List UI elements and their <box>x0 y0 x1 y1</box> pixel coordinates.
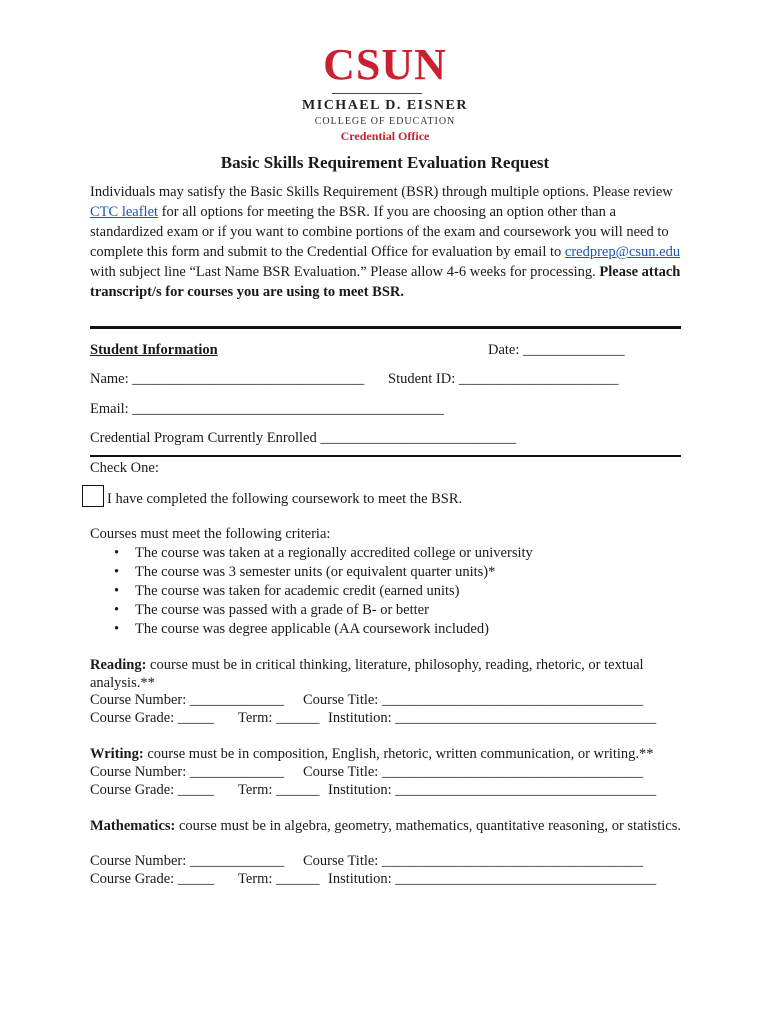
list-item: • The course was degree applicable (AA coursework included) <box>90 620 533 639</box>
writing-course-grade-field[interactable]: Course Grade: _____ <box>90 782 215 798</box>
writing-term-field[interactable]: Term: ______ <box>238 782 320 798</box>
math-desc: course must be in algebra, geometry, mathematics, quantitative reasoning, or statistics. <box>175 818 681 834</box>
email-link[interactable]: credprep@csun.edu <box>564 244 681 260</box>
math-label: Mathematics: <box>90 818 176 834</box>
credential-program-field[interactable]: Credential Program Currently Enrolled ___________________________ <box>90 430 517 446</box>
date-field[interactable]: Date: ______________ <box>488 342 625 358</box>
reading-desc: course must be in critical thinking, literature, philosophy, reading, rhetoric, or textual analysis.** <box>90 657 644 691</box>
list-item: • The course was passed with a grade of B- or better <box>90 601 533 620</box>
coursework-option-label: I have completed the following coursework to meet the BSR. <box>107 491 463 507</box>
reading-label: Reading: <box>90 657 147 673</box>
reading-course-title-field[interactable]: Course Title: ____________________________________ <box>303 692 643 708</box>
intro-text-1: Individuals may satisfy the Basic Skills Requirement (BSR) through multiple options. Please review <box>90 184 673 200</box>
math-institution-field[interactable]: Institution: ____________________________________ <box>328 871 657 887</box>
writing-course-number-field[interactable]: Course Number: _____________ <box>90 764 285 780</box>
intro-text-2: for all options for meeting the BSR. If you are choosing an option other than a standardized exam or if you want to combine portions of the exam and coursework you will need to complete this form and submit to the Credential Office for evaluation by email to <box>90 204 669 260</box>
list-item: • The course was taken for academic credit (earned units) <box>90 582 533 601</box>
intro-text-3: with subject line “Last Name BSR Evaluation.” Please allow 4-6 weeks for processing. <box>90 264 600 280</box>
section-divider <box>90 326 681 329</box>
writing-desc: course must be in composition, English, rhetoric, written communication, or writing.** <box>143 746 654 762</box>
student-info-heading <box>90 341 218 359</box>
office-name: Credential Office <box>340 129 430 143</box>
page-title: Basic Skills Requirement Evaluation Request <box>220 153 550 172</box>
reading-term-field[interactable]: Term: ______ <box>238 710 320 726</box>
reading-course-grade-field[interactable]: Course Grade: _____ <box>90 710 215 726</box>
math-course-grade-field[interactable]: Course Grade: _____ <box>90 871 215 887</box>
criteria-intro: Courses must meet the following criteria: <box>90 526 331 542</box>
ctc-leaflet-link[interactable]: CTC leaflet <box>90 204 159 220</box>
writing-description <box>90 745 690 763</box>
student-id-field[interactable]: Student ID: ______________________ <box>388 371 619 387</box>
writing-label: Writing: <box>90 746 144 762</box>
reading-course-number-field[interactable]: Course Number: _____________ <box>90 692 285 708</box>
coursework-checkbox[interactable] <box>82 485 104 507</box>
math-course-title-field[interactable]: Course Title: ____________________________________ <box>303 853 643 869</box>
check-one-label: Check One: <box>90 460 159 476</box>
student-info-label: Student Information <box>90 342 218 358</box>
section-divider <box>90 455 681 457</box>
logo-divider <box>332 93 422 94</box>
reading-institution-field[interactable]: Institution: ____________________________________ <box>328 710 657 726</box>
reading-description <box>90 656 690 692</box>
email-field[interactable]: Email: ___________________________________________ <box>90 401 445 417</box>
intro-paragraph <box>90 182 690 302</box>
criteria-list <box>90 544 533 639</box>
college-name: MICHAEL D. EISNER <box>302 98 468 113</box>
writing-course-title-field[interactable]: Course Title: ____________________________________ <box>303 764 643 780</box>
math-term-field[interactable]: Term: ______ <box>238 871 320 887</box>
list-item: • The course was 3 semester units (or equivalent quarter units)* <box>90 563 533 582</box>
writing-institution-field[interactable]: Institution: ____________________________________ <box>328 782 657 798</box>
college-subtitle: COLLEGE OF EDUCATION <box>314 116 456 127</box>
name-field[interactable]: Name: ________________________________ <box>90 371 365 387</box>
list-item: • The course was taken at a regionally accredited college or university <box>90 544 533 563</box>
csun-logo: CSUN <box>323 40 447 89</box>
attach-transcript-note: Please attach transcript/s for courses you are using to meet BSR. <box>90 264 681 300</box>
math-description <box>90 817 690 835</box>
math-course-number-field[interactable]: Course Number: _____________ <box>90 853 285 869</box>
